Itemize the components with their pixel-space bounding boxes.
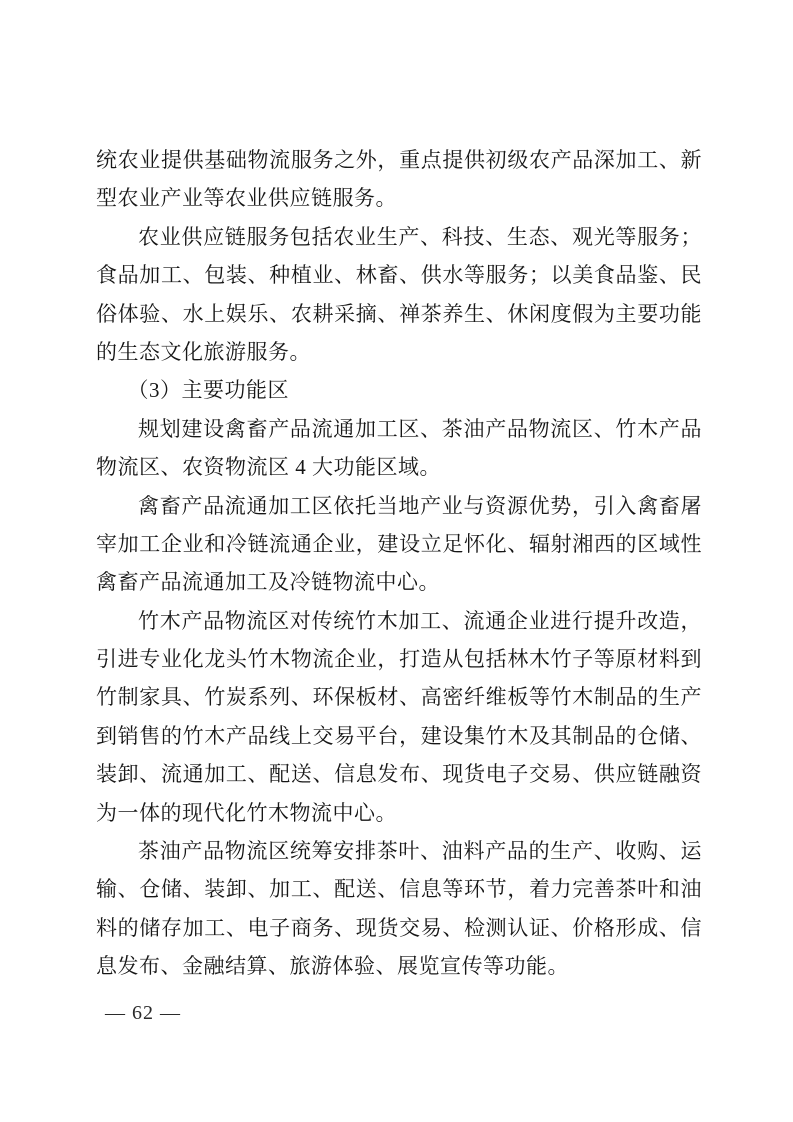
text-line: 为一体的现代化竹木物流中心。 [96, 800, 397, 825]
text-line: 竹制家具、竹炭系列、环保板材、高密纤维板等竹木制品的生产 [96, 685, 702, 710]
text-line: 俗体验、水上娱乐、农耕采摘、禅茶养生、休闲度假为主要功能 [96, 301, 702, 326]
paragraph [96, 410, 702, 487]
page-number: — 62 — [105, 1002, 181, 1024]
text-line: 统农业提供基础物流服务之外，重点提供初级农产品深加工、新 [96, 148, 702, 172]
text-line: 禽畜产品流通加工区依托当地产业与资源优势，引入禽畜屠 [138, 493, 702, 518]
text-line: 竹木产品物流区对传统竹木加工、流通企业进行提升改造， [138, 608, 702, 633]
text-line: 输、仓储、装卸、加工、配送、信息等环节，着力完善茶叶和油 [96, 877, 702, 902]
text-line: 农业供应链服务包括农业生产、科技、生态、观光等服务； [138, 224, 702, 249]
text-line: 料的储存加工、电子商务、现货交易、检测认证、价格形成、信 [96, 915, 702, 940]
document-body [96, 141, 702, 986]
text-line: 食品加工、包装、种植业、林畜、供水等服务；以美食品鉴、民 [96, 263, 702, 288]
paragraph [96, 487, 702, 602]
paragraph [96, 832, 702, 986]
text-line: 宰加工企业和冷链流通企业，建设立足怀化、辐射湘西的区域性 [96, 531, 702, 556]
text-line: 物流区、农资物流区 4 大功能区域。 [96, 455, 441, 480]
text-line: 茶油产品物流区统筹安排茶叶、油料产品的生产、收购、运 [138, 839, 702, 864]
text-line: 型农业产业等农业供应链服务。 [96, 186, 397, 211]
section-heading [96, 371, 702, 409]
paragraph [96, 141, 702, 218]
text-line: 引进专业化龙头竹木物流企业，打造从包括林木竹子等原材料到 [96, 647, 702, 672]
text-line: （3）主要功能区 [127, 378, 289, 403]
paragraph [96, 602, 702, 832]
text-line: 禽畜产品流通加工及冷链物流中心。 [96, 570, 440, 595]
page-footer [105, 999, 181, 1027]
text-line: 的生态文化旅游服务。 [96, 339, 311, 364]
text-line: 息发布、金融结算、旅游体验、展览宣传等功能。 [96, 954, 569, 979]
text-line: 规划建设禽畜产品流通加工区、茶油产品物流区、竹木产品 [138, 416, 702, 441]
text-line: 到销售的竹木产品线上交易平台，建设集竹木及其制品的仓储、 [96, 723, 702, 748]
paragraph [96, 218, 702, 372]
text-line: 装卸、流通加工、配送、信息发布、现货电子交易、供应链融资 [96, 762, 702, 787]
